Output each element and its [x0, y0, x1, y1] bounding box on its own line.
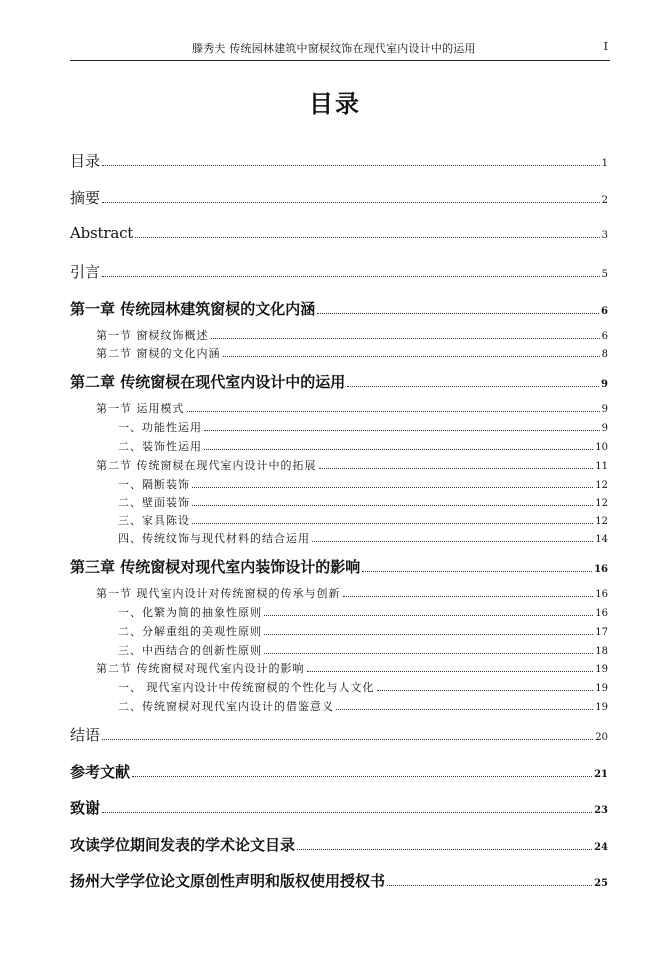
toc-leader-dots [102, 165, 600, 166]
toc-entry-label: 第一节 窗棂纹饰概述 [96, 329, 209, 342]
toc-leader-dots [317, 313, 599, 314]
toc-leader-dots [223, 356, 600, 357]
toc-entry-label: 二、传统窗棂对现代室内设计的借鉴意义 [118, 700, 334, 713]
toc-entry[interactable] [70, 187, 608, 208]
toc-entry-label: 扬州大学学位论文原创性声明和版权使用授权书 [70, 872, 386, 890]
toc-leader-dots [336, 709, 593, 710]
toc-entry-page: 9 [601, 404, 608, 415]
toc-entry-page: 18 [595, 646, 608, 657]
toc-leader-dots [192, 487, 593, 488]
toc-leader-dots [377, 690, 594, 691]
toc-entry[interactable] [70, 724, 608, 745]
toc-entry-page: 1 [601, 158, 608, 169]
toc-leader-dots [211, 338, 600, 339]
toc-entry-page: 16 [594, 564, 608, 575]
toc-entry[interactable] [70, 761, 608, 782]
toc-leader-dots [102, 739, 593, 740]
toc-entry-section[interactable] [96, 660, 608, 676]
toc-entry-label: 一、功能性运用 [118, 421, 202, 434]
toc-leader-dots [387, 885, 592, 886]
toc-entry-page: 19 [595, 664, 608, 675]
toc-entry-chapter[interactable] [70, 298, 608, 319]
toc-leader-dots [297, 849, 592, 850]
toc-entry-page: 25 [594, 878, 608, 889]
toc-leader-dots [102, 812, 592, 813]
toc-entry-label: 引言 [70, 263, 101, 281]
toc-entry-page: 6 [601, 306, 608, 317]
toc-entry-section[interactable] [96, 345, 608, 361]
toc-entry-page: 2 [601, 195, 608, 206]
toc-leader-dots [264, 653, 593, 654]
toc-entry-label: 第三章 传统窗棂对现代室内装饰设计的影响 [70, 558, 361, 576]
toc-entry-page: 11 [595, 461, 608, 472]
toc-entry-subsection[interactable] [118, 679, 608, 695]
toc-entry-label: 二、分解重组的美观性原则 [118, 625, 262, 638]
toc-entry-page: 10 [595, 442, 608, 453]
toc-leader-dots [307, 671, 594, 672]
toc-leader-dots [187, 411, 600, 412]
toc-entry-page: 16 [595, 589, 608, 600]
toc-entry-page: 20 [595, 732, 608, 743]
toc-entry-subsection[interactable] [118, 438, 608, 454]
toc-entry-chapter[interactable] [70, 371, 608, 392]
toc-entry-page: 14 [595, 534, 608, 545]
toc-entry[interactable] [70, 150, 608, 171]
toc-entry-section[interactable] [96, 327, 608, 343]
toc-entry-subsection[interactable] [118, 642, 608, 658]
toc-entry-subsection[interactable] [118, 530, 608, 546]
toc-entry-subsection[interactable] [118, 494, 608, 510]
toc-entry-subsection[interactable] [118, 604, 608, 620]
toc-entry-section[interactable] [96, 457, 608, 473]
toc-leader-dots [264, 634, 593, 635]
toc-entry-page: 19 [595, 683, 608, 694]
toc-entry-label: 第二节 传统窗棂对现代室内设计的影响 [96, 662, 305, 675]
toc-entry-section[interactable] [96, 585, 608, 601]
toc-entry-label: 二、壁面装饰 [118, 496, 190, 509]
toc-entry-page: 12 [595, 480, 608, 491]
toc-entry-subsection[interactable] [118, 512, 608, 528]
toc-leader-dots [132, 776, 592, 777]
toc-entry-page: 21 [594, 769, 608, 780]
toc-entry-subsection[interactable] [118, 623, 608, 639]
header-page-number: I [603, 40, 608, 53]
toc-entry[interactable] [70, 261, 608, 282]
toc-entry-page: 12 [595, 498, 608, 509]
toc-leader-dots [319, 468, 594, 469]
toc-entry[interactable] [70, 797, 608, 818]
toc-entry-label: 一、 现代室内设计中传统窗棂的个性化与人文化 [118, 681, 375, 694]
toc-entry-section[interactable] [96, 400, 608, 416]
toc-entry-subsection[interactable] [118, 476, 608, 492]
toc-entry-page: 23 [594, 805, 608, 816]
toc-entry[interactable] [70, 870, 608, 891]
toc-entry-label: 致谢 [70, 799, 101, 817]
toc-entry-page: 6 [601, 331, 608, 342]
toc-entry-label: 一、化繁为简的抽象性原则 [118, 606, 262, 619]
toc-leader-dots [312, 541, 593, 542]
toc-entry-label: Abstract [70, 224, 134, 242]
toc-entry-page: 17 [595, 627, 608, 638]
toc-leader-dots [192, 505, 593, 506]
toc-entry-label: 第二章 传统窗棂在现代室内设计中的运用 [70, 373, 346, 391]
toc-leader-dots [102, 202, 600, 203]
toc-entry-label: 目录 [70, 152, 101, 170]
toc-leader-dots [264, 615, 593, 616]
toc-entry-page: 5 [601, 269, 608, 280]
toc-entry-label: 第二节 传统窗棂在现代室内设计中的拓展 [96, 459, 317, 472]
toc-entry-page: 9 [601, 423, 608, 434]
toc-leader-dots [102, 276, 600, 277]
toc-entry-label: 第一节 现代室内设计对传统窗棂的传承与创新 [96, 587, 341, 600]
toc-leader-dots [343, 596, 594, 597]
toc-entry-label: 结语 [70, 726, 101, 744]
toc-leader-dots [204, 449, 593, 450]
toc-entry-page: 3 [601, 230, 608, 241]
toc-leader-dots [192, 523, 593, 524]
page-title: 目录 [309, 90, 361, 118]
toc-entry-page: 19 [595, 702, 608, 713]
toc-leader-dots [347, 386, 599, 387]
toc-entry-label: 攻读学位期间发表的学术论文目录 [70, 836, 296, 854]
toc-entry-label: 二、装饰性运用 [118, 440, 202, 453]
header-title: 滕秀夫 传统园林建筑中窗棂纹饰在现代室内设计中的运用 [192, 42, 476, 55]
toc-entry-label: 三、家具陈设 [118, 514, 190, 527]
toc-entry-subsection[interactable] [118, 698, 608, 714]
toc-entry-label: 第二节 窗棂的文化内涵 [96, 347, 221, 360]
toc-entry-subsection[interactable] [118, 419, 608, 435]
toc-entry[interactable] [70, 834, 608, 855]
toc-entry-page: 12 [595, 516, 608, 527]
toc-entry-page: 16 [595, 608, 608, 619]
toc-entry-label: 摘要 [70, 189, 101, 207]
toc-entry-label: 第一章 传统园林建筑窗棂的文化内涵 [70, 300, 316, 318]
toc-entry-label: 三、中西结合的创新性原则 [118, 644, 262, 657]
toc-leader-dots [362, 571, 592, 572]
toc-entry-label: 参考文献 [70, 763, 131, 781]
toc-entry-label: 第一节 运用模式 [96, 402, 185, 415]
toc-entry-label: 一、隔断装饰 [118, 478, 190, 491]
toc-entry-chapter[interactable] [70, 556, 608, 577]
toc-entry-label: 四、传统纹饰与现代材料的结合运用 [118, 532, 310, 545]
toc-entry[interactable] [70, 224, 608, 242]
toc-leader-dots [204, 430, 600, 431]
toc-entry-page: 9 [601, 379, 608, 390]
toc-entry-page: 8 [601, 349, 608, 360]
toc-leader-dots [135, 237, 600, 238]
toc-entry-page: 24 [594, 842, 608, 853]
